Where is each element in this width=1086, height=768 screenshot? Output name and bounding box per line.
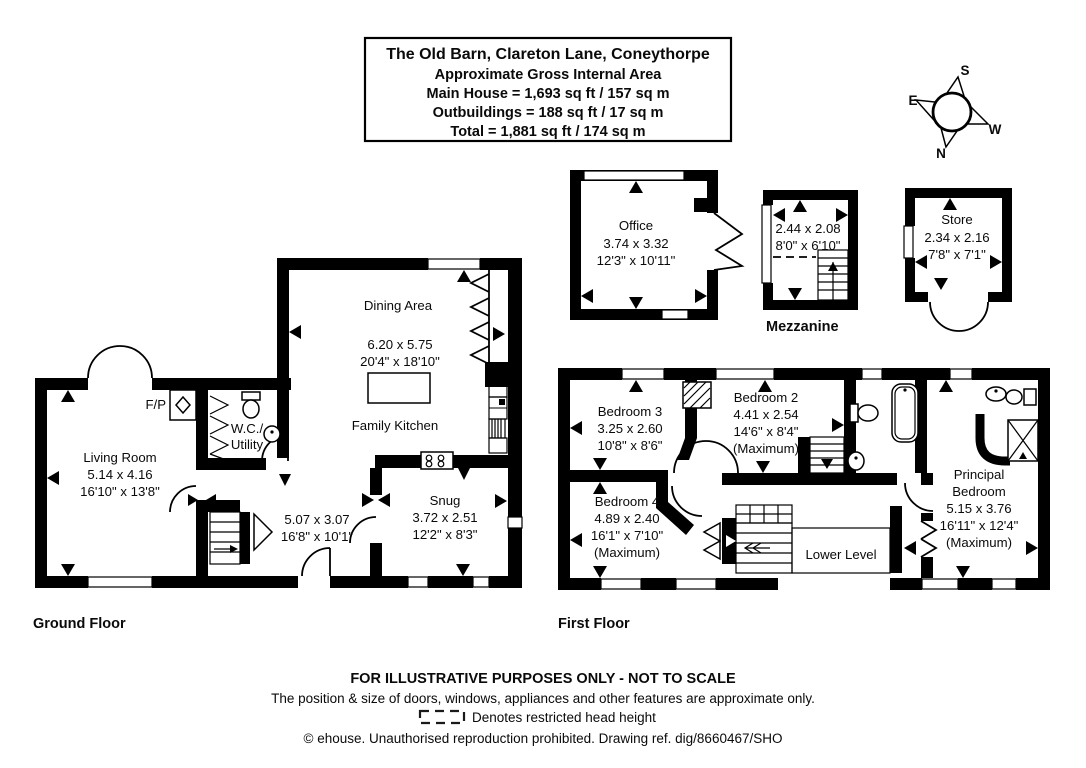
toilet-icon: [243, 400, 259, 418]
store-window-left: [904, 226, 913, 258]
disclaimer-line3: Denotes restricted head height: [472, 710, 656, 725]
kitchen-dim-metric: 6.20 x 5.75: [367, 337, 433, 352]
disclaimer-line2: The position & size of doors, windows, appliances and other features are approximate only.: [271, 691, 815, 706]
principal-maximum: (Maximum): [946, 535, 1012, 550]
bedroom3-dim-imperial: 10'8" x 8'6": [597, 438, 663, 453]
hall-dim-metric: 5.07 x 3.07: [284, 512, 350, 527]
snug-dim-metric: 3.72 x 2.51: [412, 510, 478, 525]
bath-tap-dot: [903, 388, 906, 391]
bedroom3-dim-metric: 3.25 x 2.60: [597, 421, 663, 436]
compass-label-w: W: [988, 122, 1002, 137]
mezzanine-dim-metric: 2.44 x 2.08: [775, 221, 841, 236]
bedroom4-dim-metric: 4.89 x 2.40: [594, 511, 660, 526]
total-area: Total = 1,881 sq ft / 174 sq m: [450, 124, 646, 140]
toilet-cistern-icon: [850, 404, 858, 422]
principal-dim-imperial: 16'11" x 12'4": [939, 518, 1019, 533]
bedroom2-maximum: (Maximum): [733, 441, 799, 456]
store-dim-imperial: 7'8" x 7'1": [928, 247, 986, 262]
compass-label-e: E: [908, 93, 918, 108]
family-kitchen-name: Family Kitchen: [351, 418, 439, 433]
sink-detail: [499, 399, 505, 405]
store-name: Store: [941, 212, 973, 227]
principal-name-line2: Bedroom: [952, 484, 1006, 499]
mezzanine-dim-imperial: 8'0" x 6'10": [775, 238, 841, 253]
compass-label-n: N: [936, 146, 946, 161]
office-window-bottom: [662, 310, 688, 319]
office-dim-imperial: 12'3" x 10'11": [596, 253, 676, 268]
chimney-hatch: [683, 382, 711, 408]
ground-floor-label: Ground Floor: [33, 616, 126, 632]
property-address: The Old Barn, Clareton Lane, Coneythorpe: [386, 46, 710, 63]
basin-tap-dot: [270, 430, 273, 433]
office-dim-metric: 3.74 x 3.32: [603, 236, 669, 251]
toilet-icon: [858, 405, 878, 421]
principal-name-line1: Principal: [953, 467, 1005, 482]
ensuite-basin-icon: [986, 387, 1006, 401]
living-room-dim-imperial: 16'10" x 13'8": [80, 484, 160, 499]
bedroom3-name: Bedroom 3: [597, 404, 663, 419]
outbuildings-area: Outbuildings = 188 sq ft / 17 sq m: [432, 105, 664, 121]
principal-window-left: [922, 579, 958, 589]
kitchen-window-top: [428, 259, 480, 269]
hob-icon: [421, 452, 453, 469]
living-room-name: Living Room: [83, 450, 157, 465]
main-house-area: Main House = 1,693 sq ft / 157 sq m: [426, 86, 670, 102]
ensuite-toilet-icon: [1006, 390, 1022, 404]
bedroom3-window: [622, 369, 664, 379]
snug-window-bottom-right: [473, 577, 489, 587]
snug-name: Snug: [429, 493, 461, 508]
living-room-dim-metric: 5.14 x 4.16: [87, 467, 153, 482]
office-window-top: [584, 171, 684, 180]
wc-label-line1: W.C./: [230, 421, 264, 436]
living-room-window: [88, 577, 152, 587]
basin-tap-dot: [854, 456, 857, 459]
compass-circle: [933, 93, 971, 131]
mezzanine-window-left: [762, 205, 771, 283]
toilet-cistern-icon: [242, 392, 260, 400]
bedroom2-name: Bedroom 2: [733, 390, 799, 405]
store-dim-metric: 2.34 x 2.16: [924, 230, 990, 245]
bedroom4-window-right: [676, 579, 716, 589]
lower-level-label: Lower Level: [805, 547, 877, 562]
bedroom4-name: Bedroom 4: [594, 494, 660, 509]
fireplace-label: F/P: [145, 397, 166, 412]
title-block: [365, 38, 731, 141]
basin-icon: [264, 426, 280, 442]
compass-label-s: S: [960, 63, 970, 78]
copyright-line: © ehouse. Unauthorised reproduction prohibited. Drawing ref. dig/8660467/SHO: [303, 731, 783, 746]
bedroom2-dim-imperial: 14'6" x 8'4": [733, 424, 799, 439]
ensuite-window: [950, 369, 972, 379]
chimney-box: [683, 382, 711, 408]
snug-window-bottom-left: [408, 577, 428, 587]
ensuite-toilet-cistern: [1024, 389, 1036, 405]
kitchen-dim-imperial: 20'4" x 18'10": [360, 354, 440, 369]
bedroom4-dim-imperial: 16'1" x 7'10": [590, 528, 664, 543]
bedroom4-maximum: (Maximum): [594, 545, 660, 560]
principal-dim-metric: 5.15 x 3.76: [946, 501, 1012, 516]
first-floor-label: First Floor: [558, 616, 630, 632]
bathroom-window: [862, 369, 882, 379]
principal-window-right: [992, 579, 1016, 589]
mezzanine-label: Mezzanine: [766, 319, 839, 335]
wc-label-line2: Utility: [230, 437, 264, 452]
dining-area-name: Dining Area: [363, 298, 433, 313]
area-heading: Approximate Gross Internal Area: [434, 67, 662, 83]
kitchen-island: [368, 373, 430, 403]
bedroom2-window: [716, 369, 774, 379]
bedroom2-dim-metric: 4.41 x 2.54: [733, 407, 799, 422]
ensuite-basin-tap-dot: [994, 389, 997, 392]
bath-icon: [892, 384, 918, 442]
snug-window-right: [508, 517, 522, 528]
bedroom4-window-left: [601, 579, 641, 589]
basin-icon: [848, 452, 864, 470]
disclaimer-line1: FOR ILLUSTRATIVE PURPOSES ONLY - NOT TO SCALE: [350, 671, 736, 687]
office-name: Office: [618, 218, 654, 233]
hall-dim-imperial: 16'8" x 10'1": [280, 529, 354, 544]
snug-dim-imperial: 12'2" x 8'3": [412, 527, 478, 542]
